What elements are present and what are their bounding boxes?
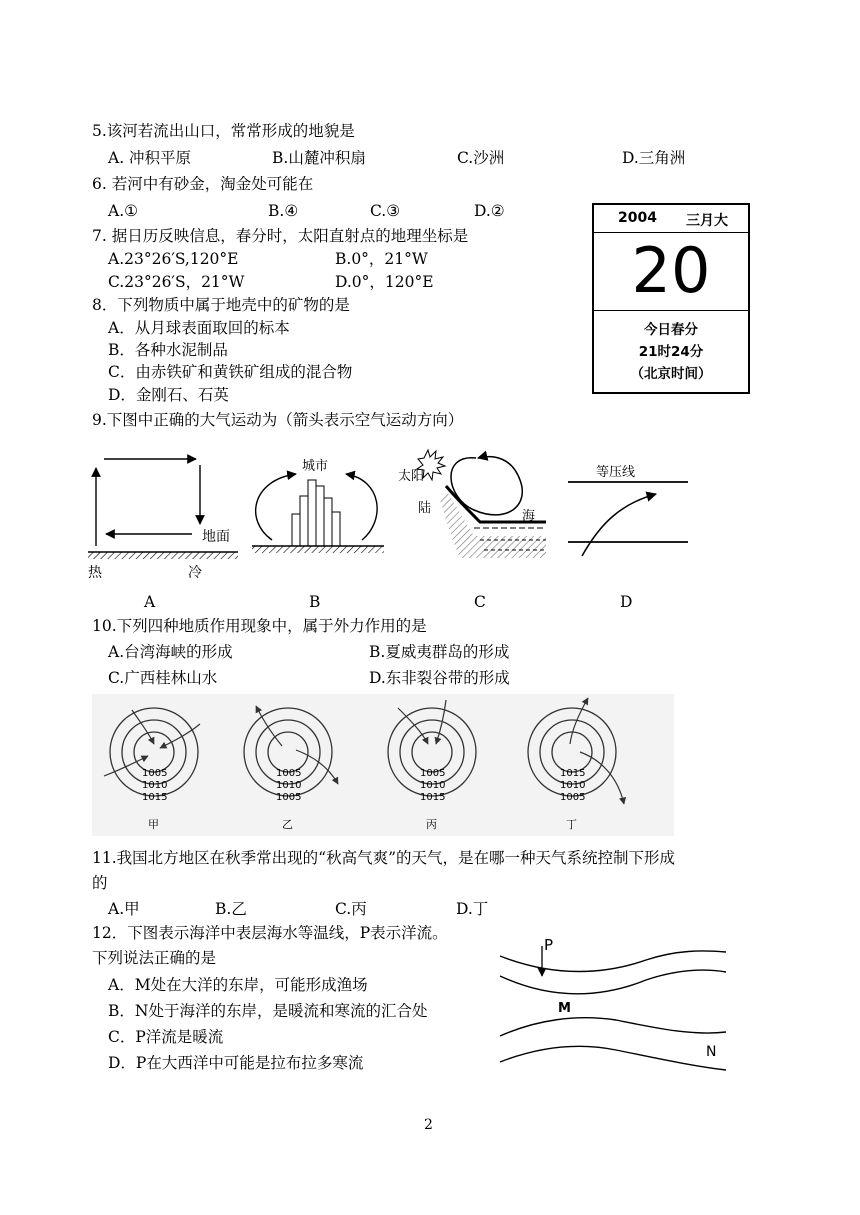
fig9-a-cold-label: 冷 <box>188 565 202 581</box>
calendar-note-line3: （北京时间） <box>630 366 712 382</box>
yi-isobar-1: 1005 <box>276 768 302 779</box>
q6-option-b: B.④ <box>268 202 299 220</box>
fig9-a <box>88 459 238 581</box>
bing-isobar-3: 1015 <box>420 792 446 803</box>
q12-isotherm-map <box>496 938 730 1094</box>
q6-option-d: D.② <box>474 202 505 220</box>
q8-option-d: D．金刚石、石英 <box>108 386 229 404</box>
q7-option-a: A.23°26′S,120°E <box>108 250 239 268</box>
q11-option-b: B.乙 <box>215 900 247 918</box>
q10-option-d: D.东非裂谷带的形成 <box>369 669 510 687</box>
bing-isobar-1: 1005 <box>420 768 446 779</box>
calendar-note <box>594 310 748 392</box>
fig9-b <box>252 459 384 553</box>
fig9-b-city-label: 城市 <box>302 459 329 474</box>
calendar-note-line2: 21时24分 <box>638 344 704 360</box>
yi-isobar-3: 1005 <box>276 792 302 803</box>
fig9-a-ground-label: 地面 <box>202 529 230 545</box>
q5-option-a: A. 冲积平原 <box>108 149 192 167</box>
q6-stem: 6. 若河中有砂金，淘金处可能在 <box>92 175 314 193</box>
yi-label: 乙 <box>282 818 293 831</box>
calendar-year: 2004 <box>618 210 657 226</box>
fig9-a-hot-label: 热 <box>88 565 102 581</box>
q7-stem: 7. 据日历反映信息，春分时，太阳直射点的地理坐标是 <box>92 227 469 245</box>
fig9-d-isobar-label: 等压线 <box>596 465 636 480</box>
fig9-c-sea-label: 海 <box>522 509 536 524</box>
q11-option-c: C.丙 <box>335 900 367 918</box>
fig9-c-sun-label: 太阳 <box>398 469 425 484</box>
q11-option-a: A.甲 <box>108 900 140 918</box>
q11-stem-line1: 11.我国北方地区在秋季常出现的“秋高气爽”的天气，是在哪一种天气系统控制下形成 <box>92 849 676 867</box>
calendar-day: 20 <box>631 234 711 307</box>
jia-isobar-2: 1010 <box>142 780 168 791</box>
q8-option-b: B．各种水泥制品 <box>108 341 228 359</box>
fig9-c <box>398 450 546 558</box>
point-m-label: M <box>558 1001 571 1016</box>
q11-stem-line2: 的 <box>92 874 108 892</box>
jia-label: 甲 <box>148 818 159 831</box>
ding-label: 丁 <box>566 818 577 831</box>
q6-option-a: A.① <box>108 202 139 220</box>
ocean-current-p-label: P <box>544 938 554 954</box>
q5-option-c: C.沙洲 <box>457 149 505 167</box>
q9-stem: 9.下图中正确的大气运动为（箭头表示空气运动方向） <box>92 411 464 429</box>
q8-stem: 8．下列物质中属于地壳中的矿物的是 <box>92 296 350 314</box>
yi-isobar-2: 1010 <box>276 780 302 791</box>
q5-option-d: D.三角洲 <box>622 149 686 167</box>
calendar-month: 三月大 <box>686 213 728 229</box>
q10-option-c: C.广西桂林山水 <box>108 669 218 687</box>
q9-label-c: C <box>474 593 486 611</box>
ding-isobar-1: 1015 <box>560 768 586 779</box>
q9-label-a: A <box>144 593 156 611</box>
q9-figures <box>0 440 860 590</box>
q8-option-c: C．由赤铁矿和黄铁矿组成的混合物 <box>108 363 353 381</box>
q6-option-c: C.③ <box>370 202 401 220</box>
q12-stem-line2: 下列说法正确的是 <box>92 949 217 967</box>
q9-label-b: B <box>309 593 321 611</box>
ding-isobar-3: 1005 <box>560 792 586 803</box>
q10-option-b: B.夏威夷群岛的形成 <box>369 643 510 661</box>
q5-option-b: B.山麓冲积扇 <box>272 149 366 167</box>
q10-stem: 10.下列四种地质作用现象中，属于外力作用的是 <box>92 617 427 635</box>
q11-pressure-systems <box>92 694 674 836</box>
q7-option-b: B.0°，21°W <box>335 250 428 268</box>
calendar-card <box>592 203 750 394</box>
fig9-d <box>568 464 688 556</box>
q5-stem: 5.该河若流出山口，常常形成的地貌是 <box>92 122 355 140</box>
point-n-label: N <box>706 1044 717 1060</box>
q9-label-d: D <box>620 593 633 611</box>
jia-isobar-1: 1005 <box>142 768 168 779</box>
q8-option-a: A．从月球表面取回的标本 <box>108 319 290 337</box>
q12-option-d: D．P在大西洋中可能是拉布拉多寒流 <box>108 1054 364 1072</box>
q12-stem-line1: 12．下图表示海洋中表层海水等温线，P表示洋流。 <box>92 924 448 942</box>
q12-option-b: B．N处于海洋的东岸，是暖流和寒流的汇合处 <box>108 1002 428 1020</box>
q12-option-a: A．M处在大洋的东岸，可能形成渔场 <box>108 976 368 994</box>
bing-label: 丙 <box>426 818 437 831</box>
bing-isobar-2: 1010 <box>420 780 446 791</box>
q12-option-c: C．P洋流是暖流 <box>108 1028 224 1046</box>
q10-option-a: A.台湾海峡的形成 <box>108 643 233 661</box>
ding-isobar-2: 1010 <box>560 780 586 791</box>
calendar-note-line1: 今日春分 <box>644 322 698 338</box>
q7-option-d: D.0°，120°E <box>335 273 434 291</box>
fig9-c-land-label: 陆 <box>418 501 432 516</box>
calendar-header <box>594 205 748 233</box>
q7-option-c: C.23°26′S，21°W <box>108 273 245 291</box>
jia-isobar-3: 1015 <box>142 792 168 803</box>
page-number: 2 <box>424 1117 433 1133</box>
q11-option-d: D.丁 <box>456 900 489 918</box>
